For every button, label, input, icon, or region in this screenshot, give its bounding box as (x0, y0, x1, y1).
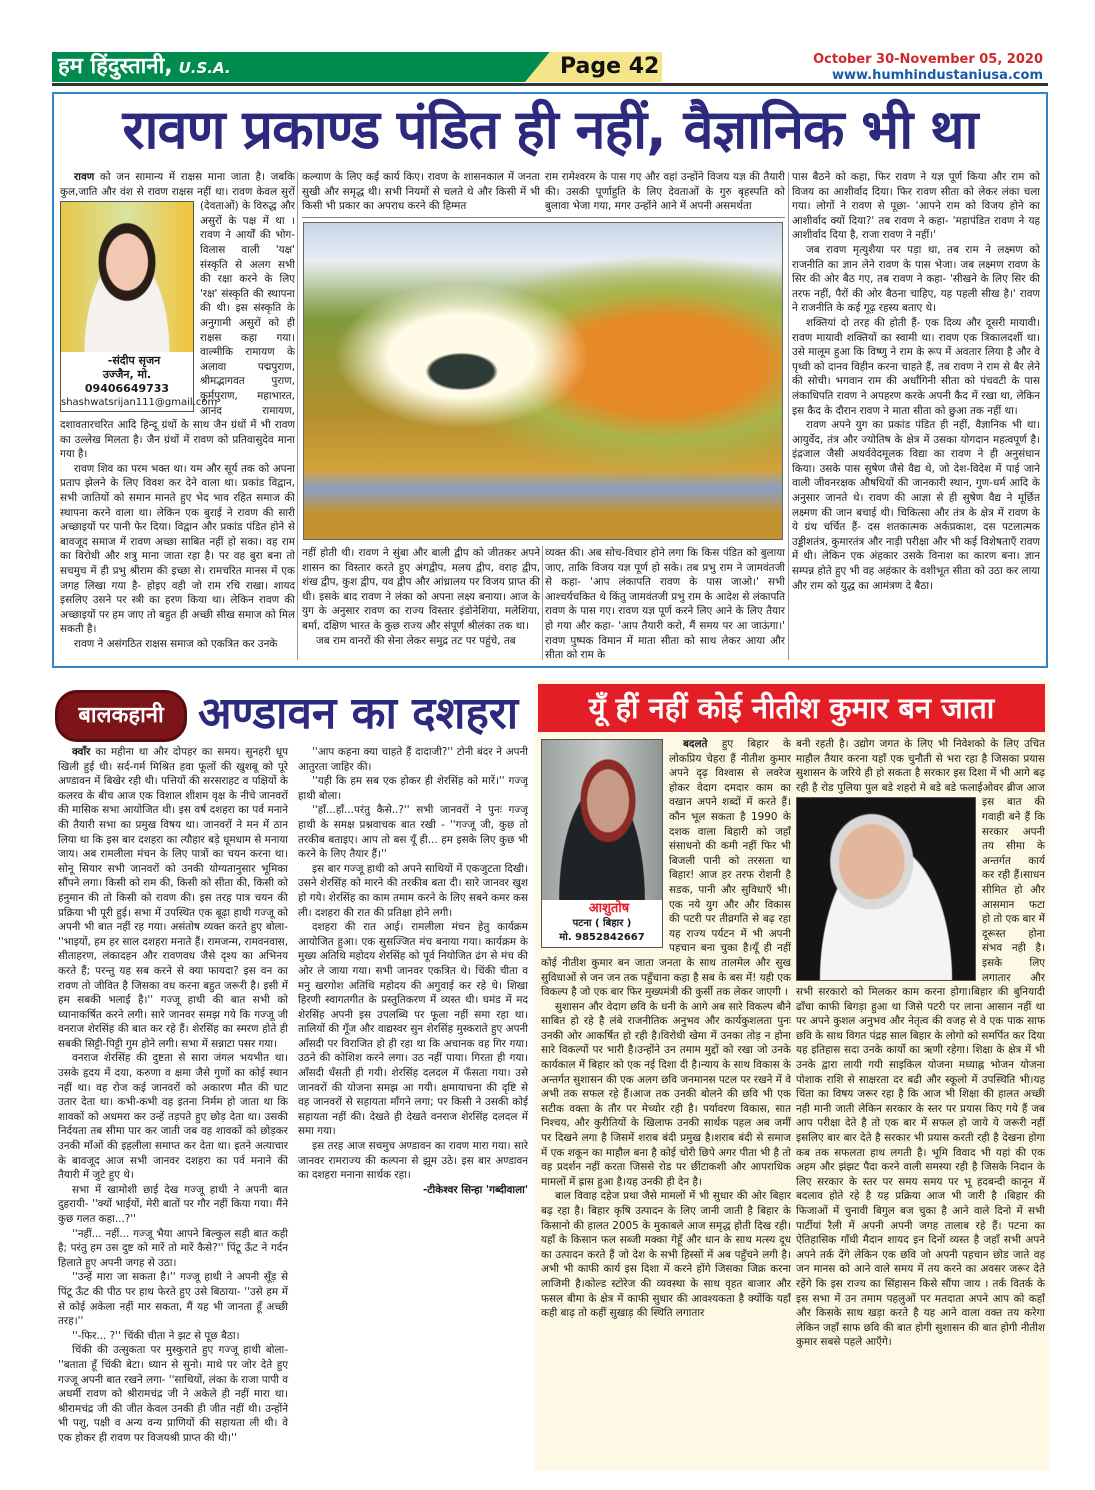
main-article-column-4 (792, 170, 1040, 662)
main-article-column-3-top (545, 170, 785, 216)
paragraph: ''उन्हें मारा जा सकता है।'' गज्जू हाथी ने अपनी सूँड़ से पिंटू ऊँट की पीठ पर हाथ फेरते हुए उसे बिठाया- ''उसे हम में से कोई अकेला नहीं मार सकता, मैं यह भी जानता हूँ अच्छी तरह।'' (58, 1271, 288, 1328)
author-phone: मो. 9852842667 (559, 932, 645, 943)
paragraph: सुशासन और वेदाग छवि के धनी के आगे अब सारे विकल्प बौने साबित हो रहे है लंबे राजनीतिक अनुभव और कार्यकुशलता पुनः उनकी ओर आकर्षित हो रही है।विरोधी खेमा में उनका तोड़ न होना सारे विकल्पों पर भारी है।उन्होंने उन तमाम मुद्दों को रखा जो उनके कार्यकाल में बिहार को एक नई दिशा दी है।न्याय के साथ विकास के अन्तर्गत सुशासन की एक अलग छवि जनमानस पटल पर रखने में वे अभी तक सफल रहे हैं।आज तक उनकी बोलने की छवि भी एक सटीक वक्ता के तौर पर मेच्योर रही है। पर्यावरण विकास, सात निश्चय, और कुरीतियों के खिलाफ उनकी सार्थक पहल अब जमीं पर दिखने लगा है जिसमें शराब बंदी प्रमुख है।शराब बंदी से समाज में एक शकून का माहौल बना है कोई चोरी छिपे अगर पीता भी है तो वह प्रदर्शन नहीं करता जिससे रोड पर छींटाकशी और आपराधिक मामलों में ह्रास हुआ है।यह उनकी ही देन है। (541, 1000, 791, 1188)
ravana-shivling-illustration (303, 222, 783, 540)
main-article-column-2-top (302, 170, 540, 216)
author-caption (542, 900, 662, 947)
author-place-phone: उज्जैन, मो. 09406649733 (84, 368, 170, 396)
paragraph: कल्याण के लिए कई कार्य किए। रावण के शासनकाल में जनता सुखी और समृद्ध थी। सभी नियमों से चलते थे और किसी में भी किसी भी प्रकार का अपराध करने की हिम्मत (302, 171, 540, 213)
text: हुए बिहार के लोकप्रिय चेहरा हैं नीतीश कुमार अपने दृढ़ विश्वास से लवरेज होकर वेदाग दमदार काम का वखान अपने शब्दों में करते हैं।कौन भूल सकता है 1990 के दशक वाला बिहारी को जहाँ संसाधनो की कमी नहीं फिर भी बिजली पानी को तरसता था बिहार! आज हर तरफ रोशनी है सडक, पानी और सुविधाएँ भी।एक नये युग और और विकास की पटरी पर तीव्रगति से बढ़ रहा यह राज्य पर्यटन में भी अपनी पहचान बना चुका है।यूँ ही नहीं कोई नीतीश कुमार बन जाता जनता के साथ तालमेल और सुख सुविधाओं से जन जन तक पहुँचाना कहा है सब के बस में! यही एक विकल्प है जो एक बार फिर मुख्यमंत्री की कुर्सी तक लेकर जाएगी । (541, 738, 791, 999)
author-email: shashwatsrijan111@gmail.com (61, 397, 218, 409)
author-photo (61, 202, 193, 352)
main-article-column-3-bottom (545, 546, 785, 662)
paragraph: बाल विवाह दहेज प्रथा जैसे मामलों में भी सुधार की ओर बिहार बढ़ रहा है। बिहार कृषि उत्पादन के लिए जानी जाती है बिहार के किसानो की हालत 2005 के मुकाबले आज समृद्ध होती दिख रही। यहाँ के किसान फल सब्जी मक्का गेहूँ और धान के साथ मत्स्य दूध का उत्पादन करते हैं जो देश के सभी हिस्सों में अब पहुँचने लगी है।अभी भी काफी कार्य इस दिशा में करने होंगे जिसका जिक्र करना लाजिमी है।कोल्ड स्टोरेज की व्यवस्था के साथ वृहत बाजार और फसल बीमा के क्षेत्र में काफी सुधार की आवश्यकता है क्योंकि यहाँ कही बाढ़ तो कहीं सुखाड़ की स्थिति लगातार (541, 1190, 791, 1320)
paragraph: रावण ने असंगठित राक्षस समाज को एकत्रित कर उनके (74, 638, 278, 650)
story-title: अण्डावन का दशहरा (198, 688, 519, 739)
divider (302, 217, 785, 218)
text: मे बडे बडे फलाईओवर ब्रीज आज इस बात की गवाही बने हैं कि सरकार अपनी तय सीमा के अन्तर्गत कार्य कर रही हैं।साधन सीमित हो और आसमान फटा हो तो एक बार में दूरूस्त होना संभव नही है। इसके लिए लगातार और सभी सरकारो को मिलकर काम करना होगा।बिहार की बुनियादी ढाँचा काफी बिगड़ा हुआ था जिसे पटरी पर लाना आसान नहीं था पर अपने कुशल अनुभव और नेतृत्व की वजह से वे एक पाक साफ छवि के साथ विगत पंद्रह साल बिहार के लोगो को समर्पित कर दिया यह इतिहास सदा उनके कार्यो का ऋणी रहेगा। शिक्षा के क्षेत्र में भी उनके द्वारा लायी गयी साइकिल योजना मध्याह्न भोजन योजना पोशाक राशि से साक्षरता दर बढी और स्कूलो में उपस्थिति भी।यह चिंता का विषय जरूर रहा है कि आज भी शिक्षा की हालत अच्छी नही मानी जाती लेकिन सरकार के स्तर पर प्रयास किए गये हैं जब आप परीक्षा देते है तो एक बार में सफल हो जाये ये जरूरी नहीं इसलिए बार बार देते है सरकार भी प्रयास करती रही है देखना होगा कब तक सफलता हाथ लगती है। भूमि विवाद भी यहां की एक अहम और झंझट पैदा करने वाली समस्या रही है जिसके निदान के लिए सरकार के स्तर पर समय समय पर भू हदबन्दी कानून में बदलाव होते रहे है यह प्रक्रिया आज भी जारी है ।बिहार की फिजाओं में चुनावी बिगुल बज चुका है आने वाले दिनो में सभी पार्टीयां रैली में अपनी अपनी जगह तालाब रहे हैं। पटना का ऐतिहासिक गाँधी मैदान शायद इन दिनों व्यस्त है जहाँ सभी अपने अपने तर्क देंगे लेकिन एक छवि जो अपनी पहचान छोड जाते वह जन मानस को आने वाले समय में तय करने का अवसर जरूर देते रहेंगे कि इस राज्य का सिंहासन किसे सौंपा जाय । तर्क वितर्क के इस सभा में उन तमाम पहलुओं पर मतदाता अपने आप को कहाँ और किसके साथ खड़ा करते है यह आने वाला वक्त तय करेगा लेकिन जहाँ साफ छवि की बात होगी सुशासन की बात होगी नीतीश कुमार सबसे पहले आएँगे। (796, 781, 1045, 1349)
text: बनी रहती है। उद्योग जगत के लिए भी निवेशको के लिए उचित माहौल तैयार करना यहाँ एक चुनौती से भरा रहा है जिसका प्रयास सुशासन के जरिये ही हो सकता है सरकार इस दिशा में भी आगे बढ़ रही है रोड पुलिया पुल बडे शहरो (796, 738, 1045, 794)
paragraph: इस बार गज्जू हाथी को अपने साथियों में एकजुटता दिखी। उसने शेरसिंह को मारने की तरकीब बता दी। सारे जानवर खुश हो गये। शेरसिंह का काम तमाम करने के लिए सबने कमर कस ली। दशहरा की रात की प्रतिक्षा होने लगी। (298, 862, 528, 919)
paragraph: ''यही कि हम सब एक होकर ही शेरसिंह को मारें।'' गज्जू हाथी बोला। (298, 775, 528, 802)
lead-word: रावण (74, 171, 95, 183)
story-byline: -टीकेश्वर सिन्हा 'गब्दीवाला' (422, 1183, 528, 1196)
paragraph: नहीं होती थी। रावण ने सुंबा और बाली द्वीप को जीतकर अपने शासन का विस्तार करते हुए अंगद्वीप, मलय द्वीप, वराह द्वीप, शंख द्वीप, कुश द्वीप, यव द्वीप और आंध्रालय पर विजय प्राप्त की थी। इसके बाद रावण ने लंका को अपना लक्ष्य बनाया। आज के युग के अनुसार रावण का राज्य विस्तार इंडोनेशिया, मलेशिया, बर्मा, दक्षिण भारत के कुछ राज्य और संपूर्ण श्रीलंका तक था। (302, 547, 540, 632)
paragraph: ''हाँ...हाँ...परंतु कैसे..?'' सभी जानवरों ने पुनः गज्जू हाथी के समक्ष प्रश्नवाचक बात रखी - ''गज्जू जी, कुछ तो तरकीब बताइए। आप तो बस यूँ ही... हम इसके लिए कुछ भी करने के लिए तैयार हैं।'' (298, 804, 528, 861)
paragraph: ''नहीं... नहीं... गज्जू भैया आपने बिल्कुल सही बात कही है; परंतु हम उस दुष्ट को मारें तो मारें कैसे?'' पिंटू ऊँट ने गर्दन हिलाते हुए अपनी जगह से उठा। (58, 1227, 288, 1269)
paragraph: ''आप कहना क्या चाहते हैं दादाजी?'' टोनी बंदर ने अपनी आतुरता जाहिर की। (298, 746, 528, 773)
paragraph (796, 737, 1045, 1350)
paragraph: शक्तियां दो तरह की होती हैं- एक दिव्य और दूसरी मायावी। रावण मायावी शक्तियों का स्वामी था। रावण एक त्रिकालदर्शी था। उसे मालूम हुआ कि विष्णु ने राम के रूप में अवतार लिया है और वे पृथ्वी को दानव विहीन करना चाहते हैं, तब रावण ने राम से बैर लेने की सोची। भगवान राम की अर्धांगिनी सीता को पंचवटी के पास लंकाधिपति रावण ने अपहरण करके अपनी कैद में रखा था, लेकिन इस कैद के दौरान रावण ने माता सीता को छुआ तक नहीं था। (792, 316, 1040, 417)
paragraph: पास बैठने को कहा, फिर रावण ने यज्ञ पूर्ण किया और राम को विजय का आशीर्वाद दिया। फिर रावण सीता को लेकर लंका चला गया। लोगों ने रावण से पूछा- 'आपने राम को विजय होने का आशीर्वाद क्यों दिया?' तब रावण ने कहा- 'महापंडित रावण ने यह आशीर्वाद दिया है, राजा रावण ने नहीं।' (792, 171, 1040, 242)
section-badge: बालकहानी (55, 690, 187, 742)
nitish-column-2 (796, 737, 1045, 1467)
main-article-column-2-bottom (302, 546, 540, 662)
paragraph: इस तरह आज सचमुच अण्डावन का रावण मारा गया। सारे जानवर रामराज्य की कल्पना से झूम उठे। इस बार अण्डावन का दशहरा मनाना सार्थक रहा। (298, 1140, 528, 1182)
lead-word: क्वाँर (72, 746, 91, 758)
lead-word: बदलते (683, 738, 708, 750)
main-headline: रावण प्रकाण्ड पंडित ही नहीं, वैज्ञानिक भी था (122, 98, 978, 161)
masthead (58, 52, 231, 82)
nitish-column-1 (541, 737, 791, 1467)
page-number: Page 42 (560, 54, 660, 79)
column-divider (297, 172, 298, 660)
nitish-headline: यूँ हीं नहीं कोई नीतीश कुमार बन जाता (538, 684, 1045, 732)
nitish-kumar-photo (796, 797, 976, 981)
paragraph: दशहरा की रात आई। रामलीला मंचन हेतु कार्यक्रम आयोजित हुआ। एक सुसज्जित मंच बनाया गया। कार्यक्रम के मुख्य अतिथि महोदय शेरसिंह को पूर्व नियोजित ढंग से मंच की ओर ले जाया गया। सभी जानवर एकत्रित थे। चिंकी चीता व मनु खरगोश अतिथि महोदय की अगुवाई कर रहे थे। शिखा हिरणी स्वागतगीत के प्रस्तुतिकरण में व्यस्त थी। घमंड में मद शेरसिंह अपनी इस उपलब्धि पर फूला नहीं समा रहा था। तालियों की गूँज और वाद्यस्वर सुन शेरसिंह मुस्कराते हुए अपनी आँसदी पर विराजित हो ही रहा था कि अचानक वह गिर गया। उठने की कोशिश करने लगा। उठ नहीं पाया। गिरता ही गया। आँसदी धँसती ही गयी। शेरसिंह दलदल में फँसता गया। उसे जानवरों की योजना समझ आ गयी। क्षमायाचना की दृष्टि से वह जानवरों से सहायता माँगने लगा; पर किसी ने उसकी कोई सहायता नहीं की। देखते ही देखते वनराज शेरसिंह दलदल में समा गया। (298, 921, 528, 1138)
column-divider (542, 546, 543, 660)
author-caption (61, 352, 218, 411)
paragraph: जब राम वानरों की सेना लेकर समुद्र तट पर पहुंचे, तब (316, 634, 516, 647)
masthead-title: हम हिंदुस्तानी, (58, 54, 173, 79)
column-divider (788, 172, 789, 660)
story-body (58, 745, 528, 1470)
paragraph: रावण शिव का परम भक्त था। यम और सूर्य तक को अपना प्रताप झेलने के लिए विवश कर देने वाला था। प्रकांड विद्वान, सभी जातियों को समान मानते हुए भेद भाव रहित समाज की स्थापना करने वाला था। लेकिन एक बुराई ने रावण की सारी अच्छाइयों पर पानी फेर दिया। विद्वान और प्रकांड पंडित होने से बावजूद समाज में रावण अच्छा साबित नहीं हो सका। वह राम का विरोधी और शत्रु माना जाता रहा है। पर वह बुरा बना तो सचमुच में ही प्रभु श्रीराम की इच्छा से। रामचरित मानस में एक जगह लिखा गया है- होइए वही जो राम रचि राखा। शायद इसलिए उसने पर स्त्री का हरण किया था। लेकिन रावण की अच्छाइयों पर हम जाए तो बहुत ही अच्छी सीख समाज को मिल सकती है। (60, 462, 295, 636)
text: को जन सामान्य में राक्षस माना जाता है। जबकि कुल,जाति और वंश से रावण राक्षस नहीं था। रावण केवल (60, 171, 295, 198)
masthead-suffix: U.S.A. (178, 59, 231, 77)
text: सुरों (देवताओं) के विरुद्ध और असुरों के पक्ष में था । रावण ने आर्यों की भोग-विलास वाली 'यक्ष' संस्कृति से अलग सभी की रक्षा करने के लिए 'रक्ष' संस्कृति की स्थापना की थी। इस संस्कृति के अनुगामी असुरों को ही राक्षस कहा गया। वाल्मीकि रामायण के अलावा पद्मपुराण, श्रीमद्भागवत पुराण, कूर्मपुराण, महाभारत, आनंद रामायण, दशावतारचरित आदि हिन्दू ग्रंथों के साथ जैन ग्रंथों में भी रावण का उल्लेख मिलता है। जैन ग्रंथों में रावण को प्रतिवासुदेव माना गया है। (60, 185, 295, 461)
paragraph: जब रावण मृत्युशैया पर पड़ा था, तब राम ने लक्ष्मण को राजनीति का ज्ञान लेने रावण के पास भेजा। जब लक्ष्मण रावण के सिर की ओर बैठ गए, तब रावण ने कहा- 'सीखने के लिए सिर की तरफ नहीं, पैरों की ओर बैठना चाहिए, यह पहली सीख है।' रावण ने राजनीति के कई गूढ़ रहस्य बताए थे। (792, 243, 1040, 315)
author-name: आशुतोष (588, 901, 630, 916)
paragraph: ''-फिर... ?'' चिंकी चीता ने झट से पूछ बैठा। (72, 1329, 240, 1342)
paragraph: व्यक्त की। अब सोच-विचार होने लगा कि किस पंडित को बुलाया जाए, ताकि विजय यज्ञ पूर्ण हो सके। तब प्रभु राम ने जामवंतजी से कहा- 'आप लंकापति रावण के पास जाओ।' सभी आश्चर्यचकित थे किंतु जामवंतजी प्रभु राम के आदेश से लंकापति रावण के पास गए। रावण यज्ञ पूर्ण करने लिए आने के लिए तैयार हो गया और कहा- 'आप तैयारी करो, मैं समय पर आ जाऊंगा।' रावण पुष्पक विमान में माता सीता को साथ लेकर आया और सीता को राम के (545, 547, 785, 662)
paragraph: राम रामेश्वरम के पास गए और वहां उन्होंने विजय यज्ञ की तैयारी की। उसकी पूर्णाहुति के लिए देवताओं के गुरु बृहस्पति को बुलावा भेजा गया, मगर उन्होंने आने में अपनी असमर्थता (545, 171, 785, 213)
paragraph: सभा में खामोशी छाई देख गज्जू हाथी ने अपनी बात दुहरायी- ''क्यों भाईयों, मेरी बातों पर गौर नहीं किया गया। मैंने कुछ गलत कहा...?'' (58, 1183, 288, 1225)
paragraph: वनराज शेरसिंह की दुष्टता से सारा जंगल भयभीत था। उसके हृदय में दया, करुणा व क्षमा जैसे गुणों का कोई स्थान नहीं था। वह रोज कई जानवरों को अकारण मौत की घाट उतार देता था। कभी-कभी वह इतना निर्मम हो जाता था कि शावकों को अधमरा कर उन्हें तड़पते हुए छोड़ देता था। उसकी निर्दयता तब सीमा पार कर जाती जब वह शावकों को छोड़कर उनकी माँओं की इहलीला समाप्त कर देता था। इतने अत्याचार के बावजूद आज सभी जानवर दशहरा का पर्व मनाने की तैयारी में जुटे हुए थे। (58, 1052, 288, 1182)
paragraph: चिंकी की उत्सुकता पर मुस्कुराते हुए गज्जू हाथी बोला- ''बताता हूँ चिंकी बेटा। ध्यान से सुनो। माथे पर जोर देते हुए गज्जू अपनी बात रखने लगा- ''साथियों, लंका के राजा पापी व अधर्मी रावण को श्रीरामचंद्र जी ने अकेले ही नहीं मारा था। श्रीरामचंद्र जी की जीत केवल उनकी ही जीत नहीं थी। उन्होंने भी पशु, पक्षी व अन्य वन्य प्राणियों की सहायता ली थी। वे एक होकर ही रावण पर विजयश्री प्राप्त की थी।'' (58, 1344, 289, 1444)
author-photo-box (541, 739, 663, 948)
website-link[interactable]: www.humhindustaniusa.com (831, 68, 1043, 83)
text: का महीना था और दोपहर का समय। सुनहरी धूप खिली हुई थी। सर्द-गर्म मिश्रित हवा फूलों की खुशबू को पूरे अण्डावन में बिखेर रही थी। पत्तियों की सरसराहट व पक्षियों के कलरव के बीच आज एक विशाल शीशम वृक्ष के नीचे जानवरों की मासिक सभा आयोजित थी। इस वर्ष दशहरा का पर्व मनाने की तैयारी सभा का प्रमुख विषय था। जानवरों ने मन में ठान लिया था कि इस बार दशहरा का त्यौहार बड़े धूमधाम से मनाया जाय। अब रामलीला मंचन के लिए पात्रों का चयन करना था। सोनू सियार सभी जानवरों को उनकी योग्यतानुसार भूमिका सौंपने लगा। किसी को राम की, किसी को सीता की, किसी को हनुमान की तो किसी को रावण की। इस तरह पात्र चयन की प्रक्रिया भी पूरी हुई। सभा में उपस्थित एक बूढ़ा हाथी गज्जू को अपनी भी बात नहीं रह गया। असंतोष व्यक्त करते हुए बोला- ''भाइयों, हम हर साल दशहरा मनाते हैं। रामजन्म, रामवनवास, सीताहरण, लंकादहन और रावणवध जैसे दृश्य का अभिनय करते हैं; परन्तु यह सब करने से क्या फायदा? इस वन का रावण तो जीवित है जिसका वध करना बहुत जरूरी है। इसी में हम सबकी भलाई है।'' गज्जू हाथी की बात सभी को ध्यानाकर्षित करने लगी। सारे जानवर समझ गये कि गज्जू जी वनराज शेरसिंह की बात कर रहे हैं। शेरसिंह का स्मरण होते ही सबकी सिट्टी-पिट्टी गुम होने लगी। सभा में सन्नाटा पसर गया। (58, 746, 288, 1050)
main-article-column-1 (60, 170, 295, 662)
paragraph (58, 745, 288, 1051)
author-photo (542, 740, 662, 900)
header-divider (52, 83, 1048, 86)
paragraph: रावण अपने युग का प्रकांड पंडित ही नहीं, वैज्ञानिक भी था। आयुर्वेद, तंत्र और ज्योतिष के क्षेत्र में उसका योगदान महत्वपूर्ण है। इंद्रजाल जैसी अथर्ववेदमूलक विद्या का रावण ने ही अनुसंधान किया। उसके पास सुषेण जैसे वैद्य थे, जो देश-विदेश में पाई जाने वाली जीवनरक्षक औषधियों की जानकारी स्थान, गुण-धर्म आदि के अनुसार जानते थे। रावण की आज्ञा से ही सुषेण वैद्य ने मूर्छित लक्ष्मण की जान बचाई थी। चिकित्सा और तंत्र के क्षेत्र में रावण के ये ग्रंथ चर्चित हैं- दस शतकात्मक अर्कप्रकाश, दस पटलात्मक उड्डीशतंत्र, कुमारतंत्र और नाड़ी परीक्षा और भी कई विशेषताएँ रावण में थी। लेकिन एक अंहकार उसके विनाश का कारण बना। ज्ञान सम्पन्न होते हुए भी वह अहंकार के वशीभूत सीता को उठा कर लाया और राम को युद्ध का आमंत्रण दे बैठा। (792, 419, 1040, 592)
paragraph (60, 170, 295, 462)
author-place: पटना ( बिहार ) (572, 918, 632, 929)
author-name: -संदीप सृजन (107, 354, 161, 368)
issue-date: October 30-November 05, 2020 (813, 52, 1043, 67)
paragraph (541, 737, 791, 1000)
